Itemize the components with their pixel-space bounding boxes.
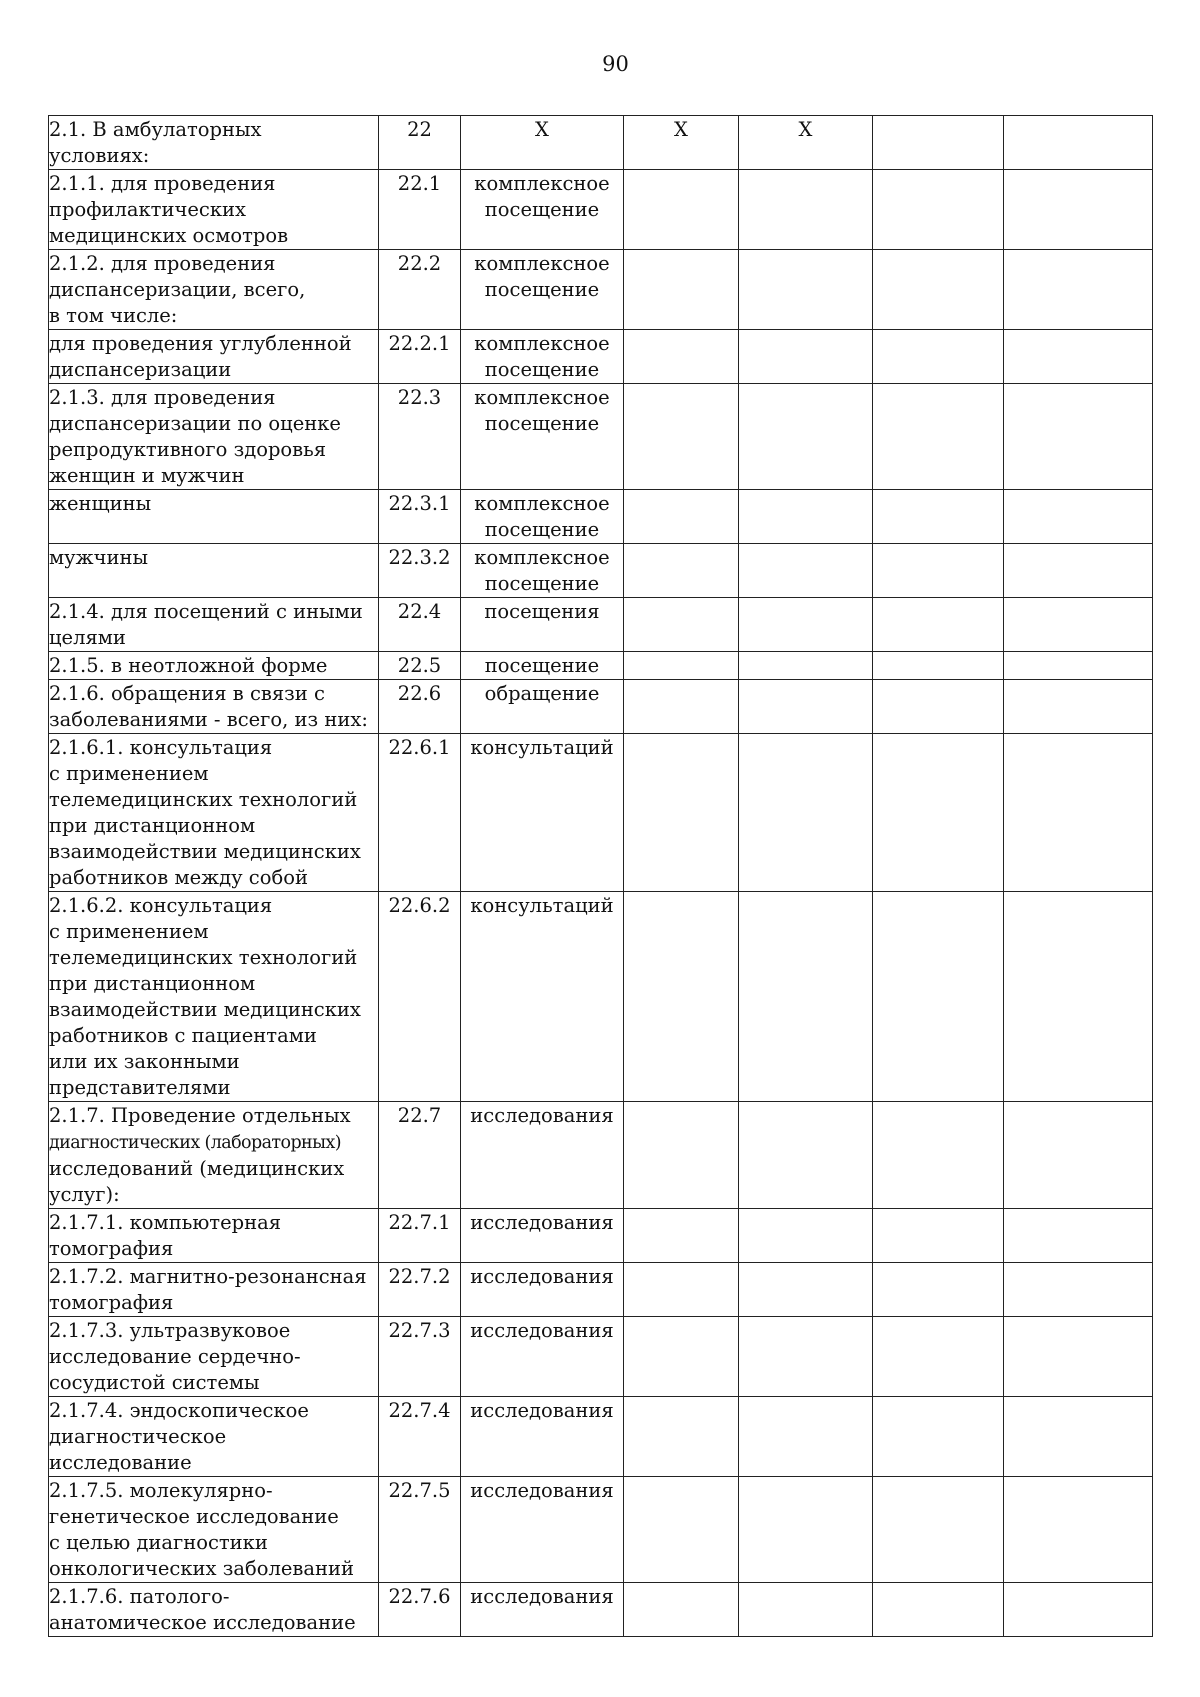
row-value-cell-7 — [1004, 170, 1153, 250]
row-value-cell-7 — [1004, 1583, 1153, 1637]
row-value-cell-5 — [739, 1583, 873, 1637]
table-row — [49, 1397, 1153, 1477]
row-name-cell: 2.1.7.6. патолого- анатомическое исследование — [49, 1583, 379, 1637]
row-unit-cell: исследования — [461, 1102, 624, 1209]
row-value-cell-5 — [739, 680, 873, 734]
row-unit-cell: исследования — [461, 1583, 624, 1637]
row-code-cell: 22.7.2 — [379, 1263, 461, 1317]
row-name-cell: 2.1.7.5. молекулярно- генетическое исследование с целью диагностики онкологических заболеваний — [49, 1477, 379, 1583]
row-value-cell-6 — [873, 116, 1004, 170]
table-row — [49, 1317, 1153, 1397]
row-value-cell-5 — [739, 1477, 873, 1583]
row-name-cell: 2.1.6.2. консультация с применением телемедицинских технологий при дистанционном взаимодействии медицинских работников с пациентами или их законными представителями — [49, 892, 379, 1102]
row-value-cell-6 — [873, 1209, 1004, 1263]
row-name-cell: 2.1.7.1. компьютерная томография — [49, 1209, 379, 1263]
row-code-cell: 22.6 — [379, 680, 461, 734]
row-name-cell: для проведения углубленной диспансеризации — [49, 330, 379, 384]
row-value-cell-5 — [739, 892, 873, 1102]
row-value-cell-4 — [624, 680, 739, 734]
row-value-cell-6 — [873, 384, 1004, 490]
row-value-cell-5 — [739, 652, 873, 680]
table-row — [49, 892, 1153, 1102]
row-unit-cell: консультаций — [461, 734, 624, 892]
row-value-cell-4 — [624, 1397, 739, 1477]
row-value-cell-5 — [739, 598, 873, 652]
row-value-cell-7 — [1004, 116, 1153, 170]
row-value-cell-4 — [624, 652, 739, 680]
row-code-cell: 22.7.1 — [379, 1209, 461, 1263]
row-value-cell-4 — [624, 1583, 739, 1637]
row-value-cell-6 — [873, 892, 1004, 1102]
row-name-cell: 2.1.6.1. консультация с применением телемедицинских технологий при дистанционном взаимодействии медицинских работников между собой — [49, 734, 379, 892]
row-name-cell: 2.1.7.3. ультразвуковое исследование сердечно- сосудистой системы — [49, 1317, 379, 1397]
row-name-cell: 2.1.5. в неотложной форме — [49, 652, 379, 680]
row-value-cell-7 — [1004, 1209, 1153, 1263]
row-code-cell: 22.5 — [379, 652, 461, 680]
row-code-cell: 22.7.5 — [379, 1477, 461, 1583]
row-value-cell-6 — [873, 1263, 1004, 1317]
row-code-cell: 22.7.4 — [379, 1397, 461, 1477]
row-value-cell-4 — [624, 250, 739, 330]
row-value-cell-6 — [873, 734, 1004, 892]
row-value-cell-7 — [1004, 680, 1153, 734]
row-value-cell-5 — [739, 170, 873, 250]
table-row — [49, 1209, 1153, 1263]
row-value-cell-5 — [739, 384, 873, 490]
row-value-cell-4 — [624, 1209, 739, 1263]
row-value-cell-4 — [624, 490, 739, 544]
row-name-cell: мужчины — [49, 544, 379, 598]
row-value-cell-6 — [873, 1317, 1004, 1397]
row-value-cell-7 — [1004, 384, 1153, 490]
row-value-cell-4 — [624, 598, 739, 652]
row-name-cell: 2.1. В амбулаторных условиях: — [49, 116, 379, 170]
row-unit-cell: комплексное посещение — [461, 170, 624, 250]
row-code-cell: 22.3.1 — [379, 490, 461, 544]
table-row — [49, 598, 1153, 652]
row-name-cell: 2.1.6. обращения в связи с заболеваниями - всего, из них: — [49, 680, 379, 734]
row-value-cell-7 — [1004, 1263, 1153, 1317]
row-name-cell: 2.1.2. для проведения диспансеризации, всего, в том числе: — [49, 250, 379, 330]
row-unit-cell: комплексное посещение — [461, 384, 624, 490]
row-value-cell-5 — [739, 544, 873, 598]
row-unit-cell: комплексное посещение — [461, 250, 624, 330]
row-value-cell-4 — [624, 1102, 739, 1209]
row-value-cell-7 — [1004, 652, 1153, 680]
row-value-cell-5 — [739, 1317, 873, 1397]
row-value-cell-4 — [624, 330, 739, 384]
row-unit-cell: посещение — [461, 652, 624, 680]
row-unit-cell: посещения — [461, 598, 624, 652]
row-name-cell: 2.1.1. для проведения профилактических медицинских осмотров — [49, 170, 379, 250]
row-value-cell-6 — [873, 330, 1004, 384]
row-unit-cell: комплексное посещение — [461, 544, 624, 598]
row-value-cell-4 — [624, 1477, 739, 1583]
row-value-cell-6 — [873, 544, 1004, 598]
row-value-cell-6 — [873, 598, 1004, 652]
table-row — [49, 170, 1153, 250]
row-value-cell-4 — [624, 892, 739, 1102]
row-value-cell-5 — [739, 250, 873, 330]
table-row — [49, 330, 1153, 384]
row-code-cell: 22.1 — [379, 170, 461, 250]
row-code-cell: 22.2 — [379, 250, 461, 330]
row-value-cell-6 — [873, 170, 1004, 250]
table-row — [49, 734, 1153, 892]
row-value-cell-6 — [873, 680, 1004, 734]
row-value-cell-4 — [624, 170, 739, 250]
row-value-cell-6 — [873, 1477, 1004, 1583]
row-code-cell: 22.2.1 — [379, 330, 461, 384]
table-row — [49, 384, 1153, 490]
table-row — [49, 544, 1153, 598]
row-value-cell-6 — [873, 1397, 1004, 1477]
row-code-cell: 22.3 — [379, 384, 461, 490]
row-code-cell: 22.7 — [379, 1102, 461, 1209]
row-value-cell-7 — [1004, 1317, 1153, 1397]
row-unit-cell: исследования — [461, 1397, 624, 1477]
row-code-cell: 22.6.1 — [379, 734, 461, 892]
row-value-cell-6 — [873, 490, 1004, 544]
table-row — [49, 116, 1153, 170]
row-code-cell: 22.6.2 — [379, 892, 461, 1102]
row-name-cell: женщины — [49, 490, 379, 544]
row-value-cell-4: Х — [624, 116, 739, 170]
row-unit-cell: исследования — [461, 1209, 624, 1263]
row-unit-cell: исследования — [461, 1317, 624, 1397]
row-unit-cell: исследования — [461, 1477, 624, 1583]
table-row — [49, 1102, 1153, 1209]
row-value-cell-6 — [873, 250, 1004, 330]
row-name-cell: 2.1.4. для посещений с иными целями — [49, 598, 379, 652]
data-table — [48, 115, 1153, 1637]
row-value-cell-7 — [1004, 892, 1153, 1102]
row-code-cell: 22.7.3 — [379, 1317, 461, 1397]
table-row — [49, 680, 1153, 734]
row-value-cell-5 — [739, 1263, 873, 1317]
row-value-cell-6 — [873, 1102, 1004, 1209]
row-value-cell-5 — [739, 1209, 873, 1263]
row-name-cell: 2.1.7. Проведение отдельных диагностических (лабораторных) исследований (медицинских услуг): — [49, 1102, 379, 1209]
row-value-cell-7 — [1004, 1477, 1153, 1583]
table-row — [49, 1583, 1153, 1637]
row-value-cell-7 — [1004, 734, 1153, 892]
table-row — [49, 250, 1153, 330]
row-name-cell: 2.1.3. для проведения диспансеризации по оценке репродуктивного здоровья женщин и мужчин — [49, 384, 379, 490]
row-unit-cell: консультаций — [461, 892, 624, 1102]
row-value-cell-7 — [1004, 598, 1153, 652]
row-value-cell-7 — [1004, 330, 1153, 384]
row-unit-cell: комплексное посещение — [461, 330, 624, 384]
row-unit-cell: Х — [461, 116, 624, 170]
row-code-cell: 22.3.2 — [379, 544, 461, 598]
row-value-cell-7 — [1004, 250, 1153, 330]
table-row — [49, 1263, 1153, 1317]
condensed-text: диагностических (лабораторных) — [49, 1133, 341, 1153]
row-value-cell-5 — [739, 734, 873, 892]
row-value-cell-6 — [873, 1583, 1004, 1637]
row-value-cell-7 — [1004, 1397, 1153, 1477]
row-value-cell-4 — [624, 544, 739, 598]
table-row — [49, 652, 1153, 680]
row-name-cell: 2.1.7.4. эндоскопическое диагностическое исследование — [49, 1397, 379, 1477]
row-value-cell-4 — [624, 1317, 739, 1397]
row-value-cell-7 — [1004, 544, 1153, 598]
row-unit-cell: комплексное посещение — [461, 490, 624, 544]
row-value-cell-5 — [739, 1102, 873, 1209]
table-row — [49, 1477, 1153, 1583]
row-value-cell-4 — [624, 384, 739, 490]
row-value-cell-7 — [1004, 490, 1153, 544]
row-value-cell-5: Х — [739, 116, 873, 170]
row-value-cell-4 — [624, 1263, 739, 1317]
row-code-cell: 22 — [379, 116, 461, 170]
row-unit-cell: обращение — [461, 680, 624, 734]
row-code-cell: 22.7.6 — [379, 1583, 461, 1637]
row-unit-cell: исследования — [461, 1263, 624, 1317]
row-value-cell-6 — [873, 652, 1004, 680]
row-value-cell-5 — [739, 1397, 873, 1477]
row-value-cell-5 — [739, 490, 873, 544]
row-name-cell: 2.1.7.2. магнитно-резонансная томография — [49, 1263, 379, 1317]
table-row — [49, 490, 1153, 544]
row-value-cell-7 — [1004, 1102, 1153, 1209]
row-value-cell-5 — [739, 330, 873, 384]
row-code-cell: 22.4 — [379, 598, 461, 652]
row-value-cell-4 — [624, 734, 739, 892]
page-number: 90 — [602, 52, 629, 76]
